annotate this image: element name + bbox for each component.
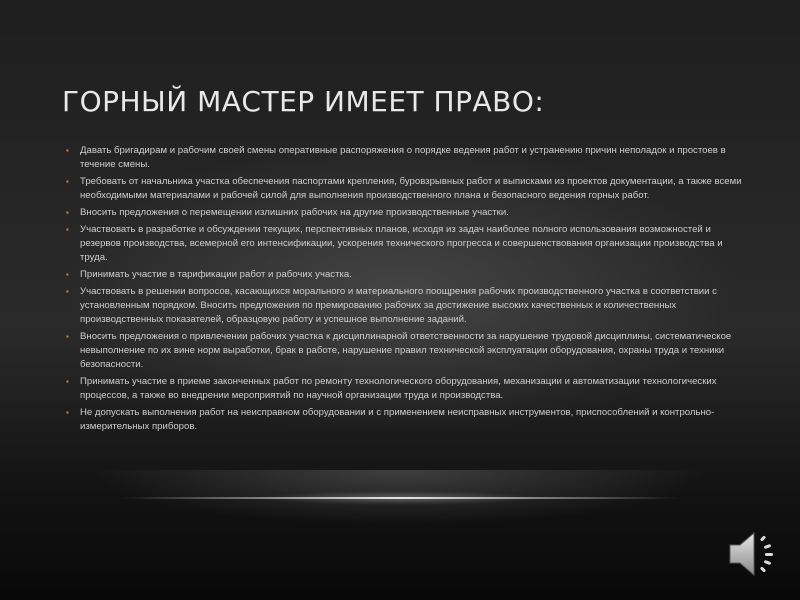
bullet-item [66,330,742,372]
bullet-item [66,406,742,434]
bullet-text: Вносить предложения о перемещении излишних рабочих на другие производственные участки. [80,207,509,218]
bullet-list [66,144,742,437]
bullet-text: Участвовать в разработке и обсуждении текущих, перспективных планов, исходя из задач наиболее полного использования возможностей и резервов производства, всемерной его интенсификации, ускорения технического прогресса и совершенствования организации производства и труда. [80,224,723,263]
stage-light-line [120,497,680,499]
bullet-marker: ▪ [66,208,69,217]
slide-title: ГОРНЫЙ МАСТЕР ИМЕЕТ ПРАВО: [62,85,545,118]
bullet-text: Требовать от начальника участка обеспечения паспортами крепления, буровзрывных работ и выписками из проектов документации, а также всеми необходимыми материалами и рабочей силой для выполнения производственного плана и безопасного ведения горных работ. [80,176,742,201]
bullet-marker: ▪ [66,146,69,155]
bullet-marker: ▪ [66,287,69,296]
bullet-text: Вносить предложения о привлечении рабочих участка к дисциплинарной ответственности за нарушение трудовой дисциплины, систематическое невыполнение по их вине норм выработки, брак в работе, нарушение правил технической эксплуатации оборудования, охраны труда и техники безопасности. [80,331,732,370]
bullet-item [66,175,742,203]
bullet-marker: ▪ [66,225,69,234]
bullet-item [66,268,742,282]
bullet-marker: ▪ [66,377,69,386]
bullet-item [66,223,742,265]
bullet-text: Принимать участие в приеме законченных работ по ремонту технологического оборудования, механизации и автоматизации технологических процессов, а также во внедрении мероприятий по научной организации труда и производства. [80,376,717,401]
bullet-marker: ▪ [66,408,69,417]
speaker-icon[interactable] [724,526,784,582]
bullet-text: Принимать участие в тарификации работ и рабочих участка. [80,269,352,280]
bullet-item [66,375,742,403]
bullet-item [66,206,742,220]
bullet-item [66,144,742,172]
bullet-marker: ▪ [66,177,69,186]
bullet-text: Давать бригадирам и рабочим своей смены оперативные распоряжения о порядке ведения работ и устранению причин неполадок и простоев в течение смены. [80,145,726,170]
bullet-marker: ▪ [66,270,69,279]
bullet-text: Не допускать выполнения работ на неисправном оборудовании и с применением неисправных инструментов, приспособлений и контрольно-измерительных приборов. [80,407,715,432]
bullet-item [66,285,742,327]
bullet-marker: ▪ [66,332,69,341]
bullet-text: Участвовать в решении вопросов, касающихся морального и материального поощрения рабочих производственного участка в соответствии с установленным порядком. Вносить предложения по премированию рабочих за достижение высоких качественных и количественных производственных показателей, образцовую работу и успешное выполнение заданий. [80,286,717,325]
